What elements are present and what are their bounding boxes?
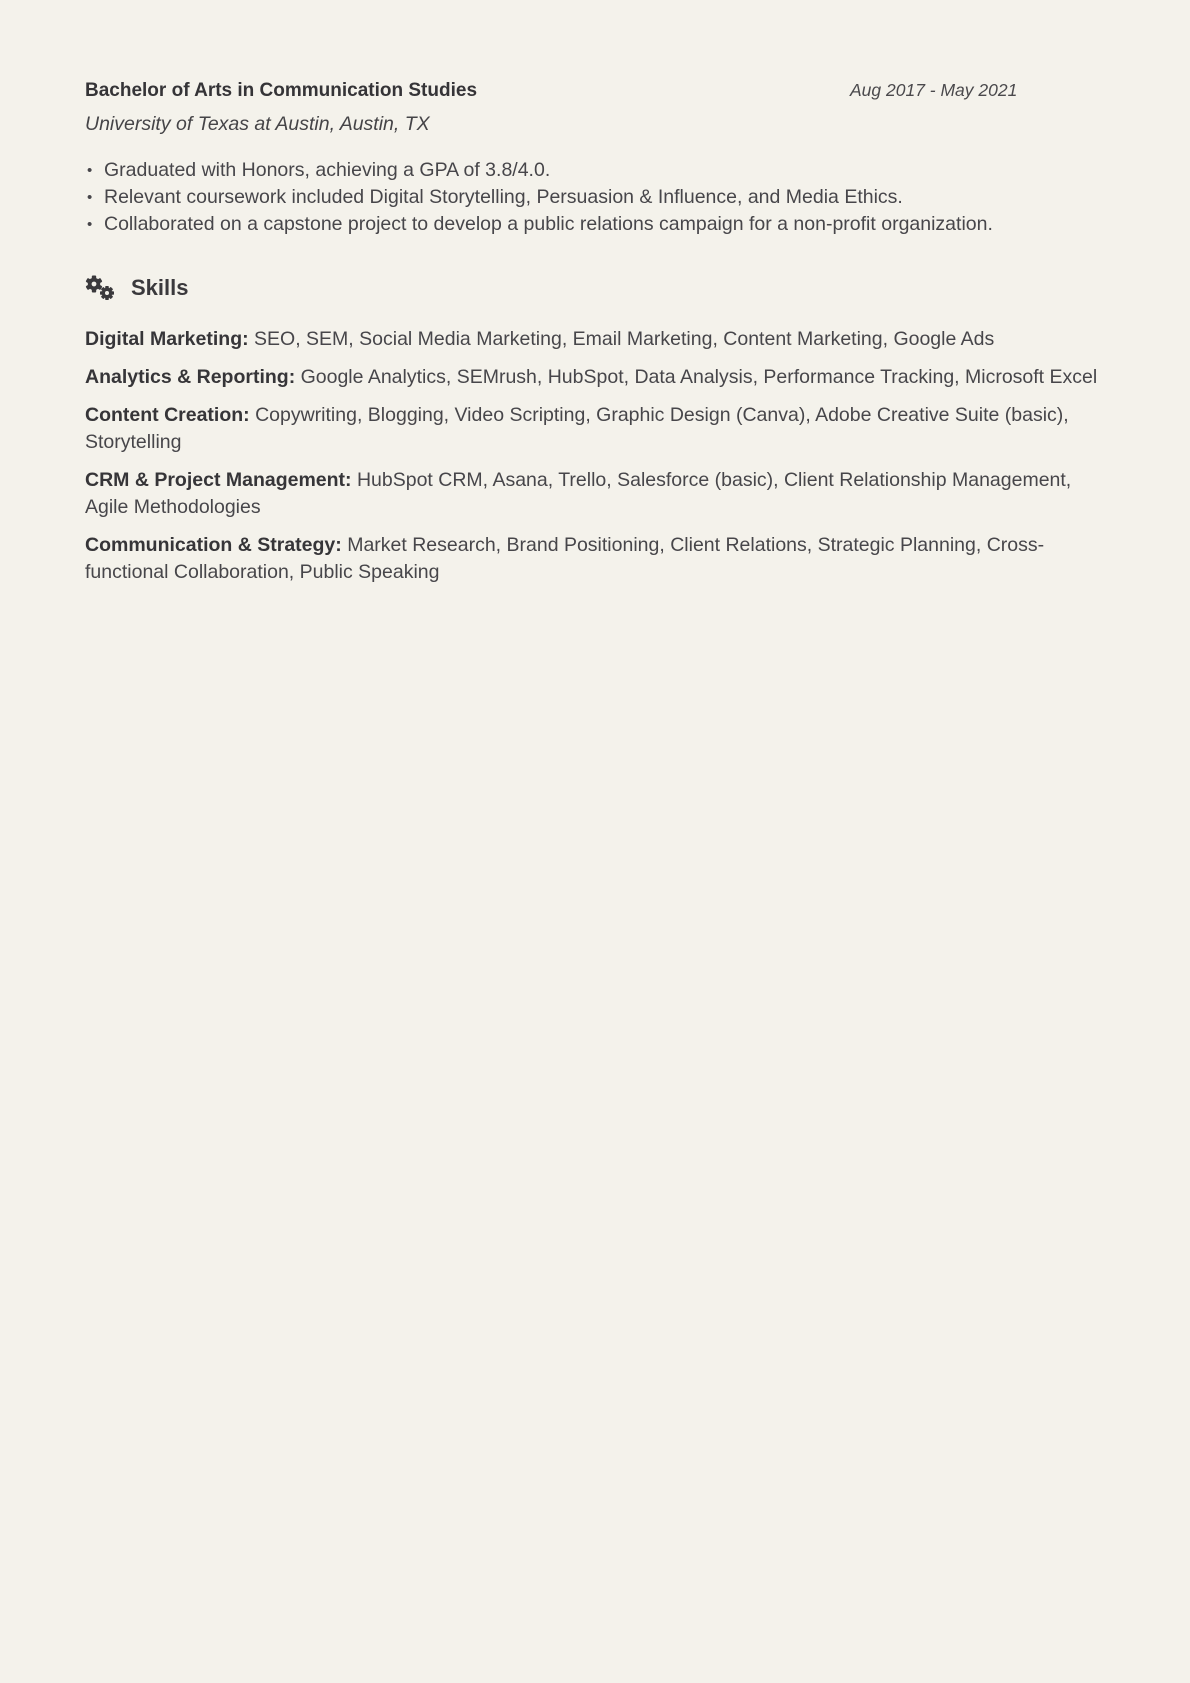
skill-row-digital-marketing (85, 326, 1110, 353)
education-dates: Aug 2017 - May 2021 (850, 80, 1018, 100)
skill-values: Copywriting, Blogging, Video Scripting, Graphic Design (Canva), Adobe Creative Suite (basic), Storytelling (85, 404, 1069, 453)
skill-category: Analytics & Reporting: (85, 366, 296, 388)
skill-category: Digital Marketing: (85, 328, 249, 350)
list-item: • Graduated with Honors, achieving a GPA of 3.8/4.0. (104, 157, 1110, 184)
skill-row-content-creation (85, 402, 1110, 456)
skill-values: SEO, SEM, Social Media Marketing, Email Marketing, Content Marketing, Google Ads (254, 328, 995, 350)
skill-values: Google Analytics, SEMrush, HubSpot, Data Analysis, Performance Tracking, Microsoft Excel (300, 366, 1098, 388)
skill-category: Communication & Strategy: (85, 534, 342, 556)
gears-icon (85, 275, 115, 301)
education-entry-header (85, 78, 1110, 108)
skill-values: Market Research, Brand Positioning, Client Relations, Strategic Planning, Cross-functional Collaboration, Public Speaking (85, 534, 1045, 583)
school-name: University of Texas at Austin, Austin, TX (85, 113, 430, 135)
list-item: • Collaborated on a capstone project to develop a public relations campaign for a non-profit organization. (104, 211, 1110, 238)
list-item: • Relevant coursework included Digital Storytelling, Persuasion & Influence, and Media Ethics. (104, 184, 1110, 211)
resume-page (85, 78, 1110, 597)
skills-section-title: Skills (131, 275, 189, 300)
skill-values: HubSpot CRM, Asana, Trello, Salesforce (basic), Client Relationship Management, Agile Methodologies (85, 469, 1072, 518)
skill-row-crm-project-management (85, 467, 1110, 521)
skill-category: Content Creation: (85, 404, 250, 426)
skill-category: CRM & Project Management: (85, 469, 352, 491)
degree-title: Bachelor of Arts in Communication Studies (85, 80, 478, 101)
skill-row-analytics-reporting (85, 364, 1110, 391)
education-bullets (85, 157, 1110, 238)
skills-section-header (85, 274, 1110, 302)
skills-list (85, 326, 1110, 586)
skill-row-communication-strategy (85, 532, 1110, 586)
